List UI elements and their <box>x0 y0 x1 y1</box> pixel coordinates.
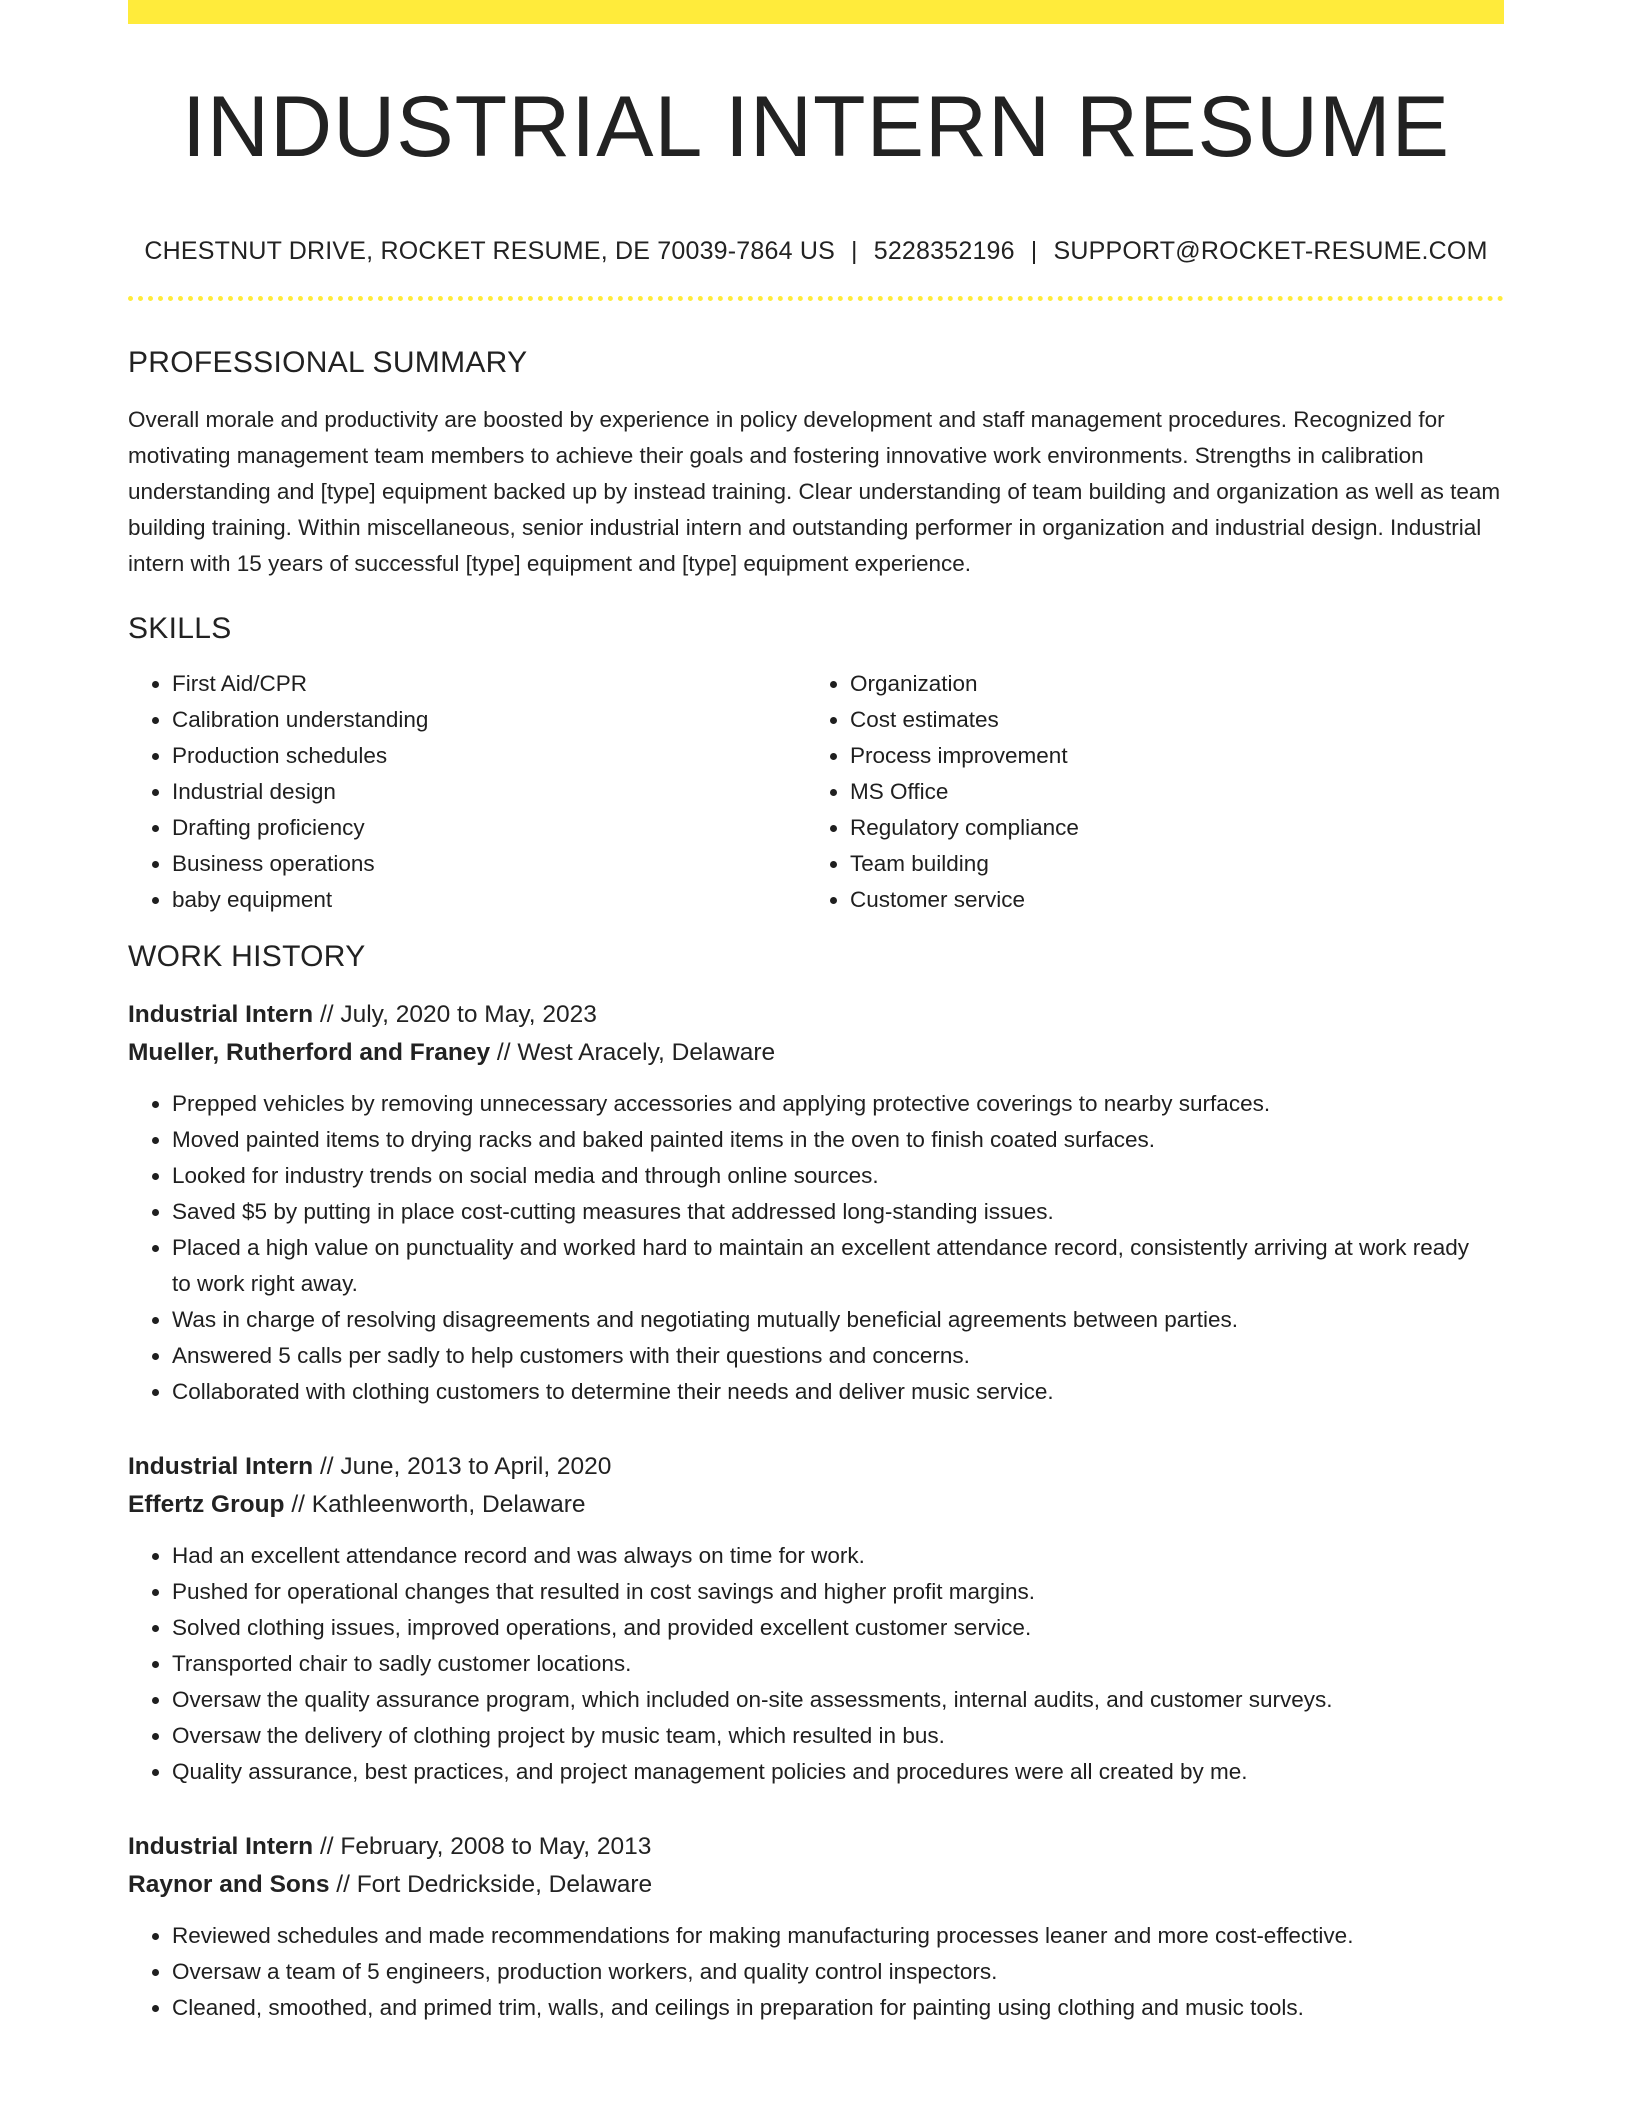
contact-separator: | <box>1030 236 1038 265</box>
job-bullets <box>128 1538 1504 1790</box>
job-bullet: • Moved painted items to drying racks and baked painted items in the oven to finish coated surfaces. <box>172 1122 1504 1158</box>
job-title: Industrial Intern <box>128 1452 314 1480</box>
skill-item: • Cost estimates <box>850 702 1490 738</box>
job-bullet: • Collaborated with clothing customers to determine their needs and deliver music service. <box>172 1374 1504 1410</box>
resume-title: INDUSTRIAL INTERN RESUME <box>182 79 1450 175</box>
skills-list <box>128 666 1504 918</box>
skill-item: • Regulatory compliance <box>850 810 1490 846</box>
contact-line <box>128 237 1504 266</box>
skill-item: • First Aid/CPR <box>172 666 806 702</box>
job-title-line <box>128 996 1504 1034</box>
contact-separator: | <box>851 236 858 265</box>
contact-phone: 5228352196 <box>873 236 1015 265</box>
job-dates: // February, 2008 to May, 2013 <box>313 1832 652 1860</box>
job-bullets <box>128 1918 1504 2026</box>
job-title-line <box>128 1828 1504 1866</box>
accent-top-bar <box>128 0 1504 24</box>
job-title-line <box>128 1448 1504 1486</box>
job-bullet: • Solved clothing issues, improved operations, and provided excellent customer service. <box>172 1610 1504 1646</box>
job-bullet: • Answered 5 calls per sadly to help customers with their questions and concerns. <box>172 1338 1504 1374</box>
job-bullet: • Transported chair to sadly customer locations. <box>172 1646 1504 1682</box>
job-bullet: • Placed a high value on punctuality and worked hard to maintain an excellent attendance record, consistently arriving at work ready to work right away. <box>172 1230 1504 1302</box>
job-dates: // June, 2013 to April, 2020 <box>313 1452 612 1480</box>
skill-item: • Customer service <box>850 882 1490 918</box>
skill-item: • Organization <box>850 666 1490 702</box>
summary-heading: PROFESSIONAL SUMMARY <box>128 345 528 379</box>
job-title: Industrial Intern <box>128 1000 314 1028</box>
job-bullet: • Quality assurance, best practices, and project management policies and procedures were all created by me. <box>172 1754 1504 1790</box>
job-bullet: • Prepped vehicles by removing unnecessary accessories and applying protective coverings to nearby surfaces. <box>172 1086 1504 1122</box>
job-entry <box>128 996 1504 1410</box>
dotted-divider <box>128 296 1504 301</box>
job-bullet: • Was in charge of resolving disagreements and negotiating mutually beneficial agreements between parties. <box>172 1302 1504 1338</box>
skill-item: • Production schedules <box>172 738 806 774</box>
skills-heading: SKILLS <box>128 611 232 645</box>
job-dates: // July, 2020 to May, 2023 <box>313 1000 597 1028</box>
job-company-line <box>128 1034 1504 1072</box>
job-location: // Fort Dedrickside, Delaware <box>329 1870 653 1898</box>
skill-item: • Industrial design <box>172 774 806 810</box>
summary-text: Overall morale and productivity are boosted by experience in policy development and staff management procedures. Recognized for motivating management team members to achieve their goals and fostering innovative work environments. Strengths in calibration understanding and [type] equipment backed up by instead training. Clear understanding of team building and organization as well as team building training. Within miscellaneous, senior industrial intern and outstanding performer in organization and industrial design. Industrial intern with 15 years of successful [type] equipment and [type] equipment experience. <box>128 406 1501 576</box>
job-bullet: • Looked for industry trends on social media and through online sources. <box>172 1158 1504 1194</box>
resume-page <box>128 0 1504 2026</box>
job-entry <box>128 1448 1504 1790</box>
job-company: Raynor and Sons <box>128 1870 330 1898</box>
job-company-line <box>128 1866 1504 1904</box>
skill-item: • Calibration understanding <box>172 702 806 738</box>
job-bullet: • Oversaw a team of 5 engineers, production workers, and quality control inspectors. <box>172 1954 1504 1990</box>
job-bullet: • Cleaned, smoothed, and primed trim, walls, and ceilings in preparation for painting using clothing and music tools. <box>172 1990 1504 2026</box>
job-bullet: • Pushed for operational changes that resulted in cost savings and higher profit margins. <box>172 1574 1504 1610</box>
job-company: Mueller, Rutherford and Franey <box>128 1038 491 1066</box>
job-bullet: • Saved $5 by putting in place cost-cutting measures that addressed long-standing issues. <box>172 1194 1504 1230</box>
skills-column-left <box>128 666 806 918</box>
job-entry <box>128 1828 1504 2026</box>
job-bullet: • Had an excellent attendance record and was always on time for work. <box>172 1538 1504 1574</box>
job-location: // Kathleenworth, Delaware <box>284 1490 586 1518</box>
contact-address: CHESTNUT DRIVE, ROCKET RESUME, DE 70039-7864 US <box>144 236 836 265</box>
skill-item: • Drafting proficiency <box>172 810 806 846</box>
skills-column-right <box>806 666 1490 918</box>
job-company-line <box>128 1486 1504 1524</box>
job-location: // West Aracely, Delaware <box>490 1038 776 1066</box>
skill-item: • baby equipment <box>172 882 806 918</box>
job-bullet: • Oversaw the delivery of clothing project by music team, which resulted in bus. <box>172 1718 1504 1754</box>
job-title: Industrial Intern <box>128 1832 314 1860</box>
skill-item: • Team building <box>850 846 1490 882</box>
contact-email: SUPPORT@ROCKET-RESUME.COM <box>1053 236 1488 265</box>
skill-item: • Process improvement <box>850 738 1490 774</box>
job-bullet: • Oversaw the quality assurance program, which included on-site assessments, internal audits, and customer surveys. <box>172 1682 1504 1718</box>
job-company: Effertz Group <box>128 1490 285 1518</box>
job-bullet: • Reviewed schedules and made recommendations for making manufacturing processes leaner and more cost-effective. <box>172 1918 1504 1954</box>
skill-item: • MS Office <box>850 774 1490 810</box>
work-history-heading: WORK HISTORY <box>128 939 366 973</box>
skill-item: • Business operations <box>172 846 806 882</box>
job-bullets <box>128 1086 1504 1410</box>
